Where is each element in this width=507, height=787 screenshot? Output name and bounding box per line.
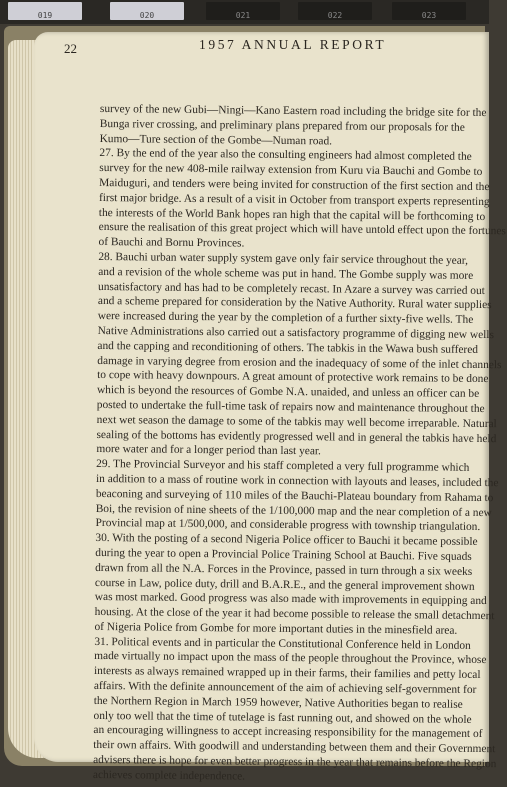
text-line: the interests of the World Bank hopes ran high that the capital will be forthcoming to — [98, 206, 486, 223]
film-frame — [110, 2, 184, 20]
text-line: was most marked. Good progress was also made with improvements in equipping and — [94, 591, 487, 608]
text-line: the Northern Region in March 1959 however, Native Authorities began to realise — [93, 694, 463, 711]
text-line: Provincial map at 1/500,000, and considerable progress with township triangulation. — [95, 517, 481, 534]
text-line: made virtually no impact upon the mass of the people throughout the Province, whose — [94, 650, 487, 667]
text-line: sealing of the bottoms has evidently progressed well and in general the tabkis have held — [96, 428, 497, 445]
text-line: were increased during the year by the completion of a further sixty-five wells. The — [97, 310, 474, 327]
text-line: affairs. With the definite announcement of the aim of achieving self-government for — [93, 680, 477, 697]
text-line: 27. By the end of the year also the consulting engineers had almost completed the — [99, 147, 472, 164]
text-line: Bunga river crossing, and preliminary plans prepared from our proposals for the — [99, 117, 465, 134]
text-line: interests as always remained wrapped up in their farms, their families and petty local — [93, 665, 481, 682]
text-line: housing. At the close of the year it had become possible to release the small detachment — [94, 606, 495, 623]
text-line: Maiduguri, and tenders were being invited for construction of the first section and the — [99, 176, 490, 194]
film-frame — [206, 2, 280, 20]
running-title: 1957 ANNUAL REPORT — [199, 37, 387, 52]
text-line: first major bridge. As a result of a visit in October from transport experts representing — [98, 191, 490, 208]
text-line: in addition to a mass of routine work in connection with layouts and leases, included the — [95, 472, 499, 490]
text-line: and a scheme prepared for consideration by the Native Authority. Rural water supplies — [97, 295, 492, 312]
text-line: survey of the new Gubi—Ningi—Kano Eastern road including the bridge site for the — [99, 102, 487, 120]
text-line: Boi, the revision of nine sheets of the 1/100,000 map and the near completion of a new — [95, 502, 492, 519]
text-line: advisers there is hope for even better progress in the year that remains before the Region — [93, 754, 497, 771]
text-line: posted to undertake the full-time task of repairs now and maintenance throughout the — [96, 398, 485, 415]
film-frame — [392, 2, 466, 20]
text-line: drawn from all the N.A. Forces in the Province, passed in turn through a six weeks — [95, 561, 473, 578]
frame-number: 019 — [37, 11, 53, 20]
text-line: only too well that the time of tutelage is fast running out, and showed on the whole — [93, 709, 472, 726]
text-line: to cope with heavy downpours. A great amount of protective work remains to be done — [97, 369, 489, 386]
text-line: damage in varying degree from erosion and the inadequacy of some of the inlet channels — [97, 354, 502, 371]
text-line: course in Law, police duty, drill and B.A.R.E., and the general improvement shown — [94, 576, 475, 593]
text-line: and the capping and reconditioning of others. The tabkis in the Wawa bush suffered — [97, 339, 479, 356]
text-line: more water and for a longer period than last year. — [96, 443, 321, 458]
frame-number: 020 — [139, 11, 155, 20]
text-line: next wet season the damage to some of the tabkis may well become irreparable. Natural — [96, 413, 497, 430]
text-line: 29. The Provincial Surveyor and his staff completed a very full programme which — [96, 458, 470, 475]
text-line: achieves complete independence. — [92, 768, 246, 783]
frame-number: 022 — [327, 11, 343, 20]
text-line: survey for the new 408-mile railway extension from Kuru via Bauchi and Gombe to — [99, 162, 483, 179]
text-line: 31. Political events and in particular the Constitutional Conference held in London — [94, 635, 471, 652]
page-header — [64, 37, 484, 57]
film-frame — [8, 2, 82, 20]
frame-number: 021 — [235, 11, 251, 20]
text-line: of Nigeria Police from Gombe for more important duties in the minesfield area. — [94, 620, 458, 637]
page-body-text — [92, 102, 506, 783]
text-line: their own affairs. With goodwill and understanding between them and their Government — [93, 739, 496, 756]
text-line: of Bauchi and Bornu Provinces. — [98, 236, 245, 250]
page-number: 22 — [64, 41, 77, 56]
text-line: ensure the realisation of this great project which will have untold effect upon the fortunes — [98, 221, 506, 238]
text-line: 30. With the posting of a second Nigeria Police officer to Bauchi it became possible — [95, 532, 478, 549]
film-strip — [0, 0, 489, 24]
film-frame — [298, 2, 372, 20]
frame-number: 023 — [421, 11, 437, 20]
text-line: an encouraging willingness to accept increasing responsibility for the management of — [93, 724, 483, 741]
text-line: Kumo—Ture section of the Gombe—Numan road. — [99, 132, 333, 148]
text-line: unsatisfactory and has had to be completely recast. In Azare a survey was carried out — [98, 280, 485, 297]
text-line: during the year to open a Provincial Police Training School at Bauchi. Five squads — [95, 546, 472, 563]
text-line: which is beyond the resources of Gombe N.A. unaided, and unless an officer can be — [96, 384, 480, 401]
text-line: Native Administrations also carried out a satisfactory programme of digging new wells — [97, 324, 495, 342]
text-line: and a revision of the whole scheme was put in hand. The Gombe supply was more — [98, 265, 474, 282]
text-line: 28. Bauchi urban water supply system gave only fair service throughout the year, — [98, 250, 469, 267]
text-line: beaconing and surveying of 110 miles of the Bauchi-Plateau boundary from Rahama to — [95, 487, 494, 504]
